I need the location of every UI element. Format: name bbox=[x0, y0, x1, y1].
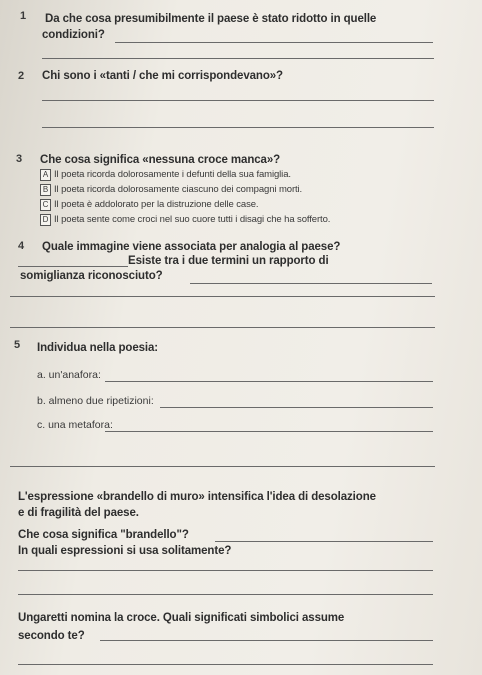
question-6-text-line-1: L'espressione «brandello di muro» intensifica l'idea di desolazione bbox=[18, 491, 376, 503]
option-a-text: Il poeta ricorda dolorosamente i defunti della sua famiglia. bbox=[54, 169, 291, 180]
question-5-item-c: c. una metafora: bbox=[37, 419, 113, 431]
option-b-letter: B bbox=[40, 184, 51, 196]
option-d-letter: D bbox=[40, 214, 51, 226]
question-4-text-line-2: Esiste tra i due termini un rapporto di bbox=[128, 255, 329, 267]
answer-line[interactable] bbox=[10, 296, 435, 297]
question-1-text-line-1: Da che cosa presumibilmente il paese è stato ridotto in quelle bbox=[45, 13, 377, 25]
answer-line[interactable] bbox=[42, 58, 434, 59]
option-a-letter: A bbox=[40, 169, 51, 181]
option-c-letter: C bbox=[40, 199, 51, 211]
answer-line[interactable] bbox=[105, 431, 433, 432]
question-7-text-line-2: secondo te? bbox=[18, 630, 85, 642]
question-2-number: 2 bbox=[18, 70, 25, 82]
question-3-number: 3 bbox=[16, 153, 23, 165]
answer-line[interactable] bbox=[190, 283, 432, 284]
question-2-text: Chi sono i «tanti / che mi corrispondevano»? bbox=[42, 70, 283, 82]
answer-line[interactable] bbox=[18, 594, 433, 595]
answer-line[interactable] bbox=[10, 327, 435, 328]
answer-line[interactable] bbox=[10, 466, 435, 467]
question-6-text-line-3: Che cosa significa "brandello"? bbox=[18, 529, 189, 541]
question-4-number: 4 bbox=[18, 240, 25, 252]
answer-line[interactable] bbox=[105, 381, 433, 382]
question-5-item-b: b. almeno due ripetizioni: bbox=[37, 395, 154, 407]
question-6-text-line-2: e di fragilità del paese. bbox=[18, 507, 139, 519]
answer-line[interactable] bbox=[115, 42, 433, 43]
answer-line[interactable] bbox=[18, 664, 433, 665]
option-a[interactable] bbox=[40, 169, 291, 181]
option-d-text: Il poeta sente come croci nel suo cuore tutti i disagi che ha sofferto. bbox=[54, 214, 331, 225]
option-d[interactable] bbox=[40, 214, 330, 226]
question-3-text: Che cosa significa «nessuna croce manca»? bbox=[40, 154, 281, 166]
answer-line[interactable] bbox=[18, 570, 433, 571]
answer-line[interactable] bbox=[18, 266, 128, 267]
option-c-text: Il poeta è addolorato per la distruzione delle case. bbox=[54, 199, 259, 210]
question-7-text-line-1: Ungaretti nomina la croce. Quali significati simbolici assume bbox=[18, 612, 345, 624]
answer-line[interactable] bbox=[100, 640, 433, 641]
question-1-number: 1 bbox=[20, 10, 27, 22]
question-5-text: Individua nella poesia: bbox=[37, 342, 159, 354]
question-6-text-line-4: In quali espressioni si usa solitamente? bbox=[18, 545, 232, 557]
answer-line[interactable] bbox=[215, 541, 433, 542]
option-b-text: Il poeta ricorda dolorosamente ciascuno dei compagni morti. bbox=[54, 184, 303, 195]
answer-line[interactable] bbox=[42, 100, 434, 101]
question-5-number: 5 bbox=[14, 339, 21, 351]
question-4-text-line-3: somiglianza riconosciuto? bbox=[20, 270, 163, 282]
answer-line[interactable] bbox=[42, 127, 434, 128]
option-b[interactable] bbox=[40, 184, 302, 196]
question-5-item-a: a. un'anafora: bbox=[37, 369, 101, 381]
question-4-text-line-1: Quale immagine viene associata per analogia al paese? bbox=[42, 241, 341, 253]
question-1-text-line-2: condizioni? bbox=[42, 29, 105, 41]
option-c[interactable] bbox=[40, 199, 258, 211]
answer-line[interactable] bbox=[160, 407, 433, 408]
